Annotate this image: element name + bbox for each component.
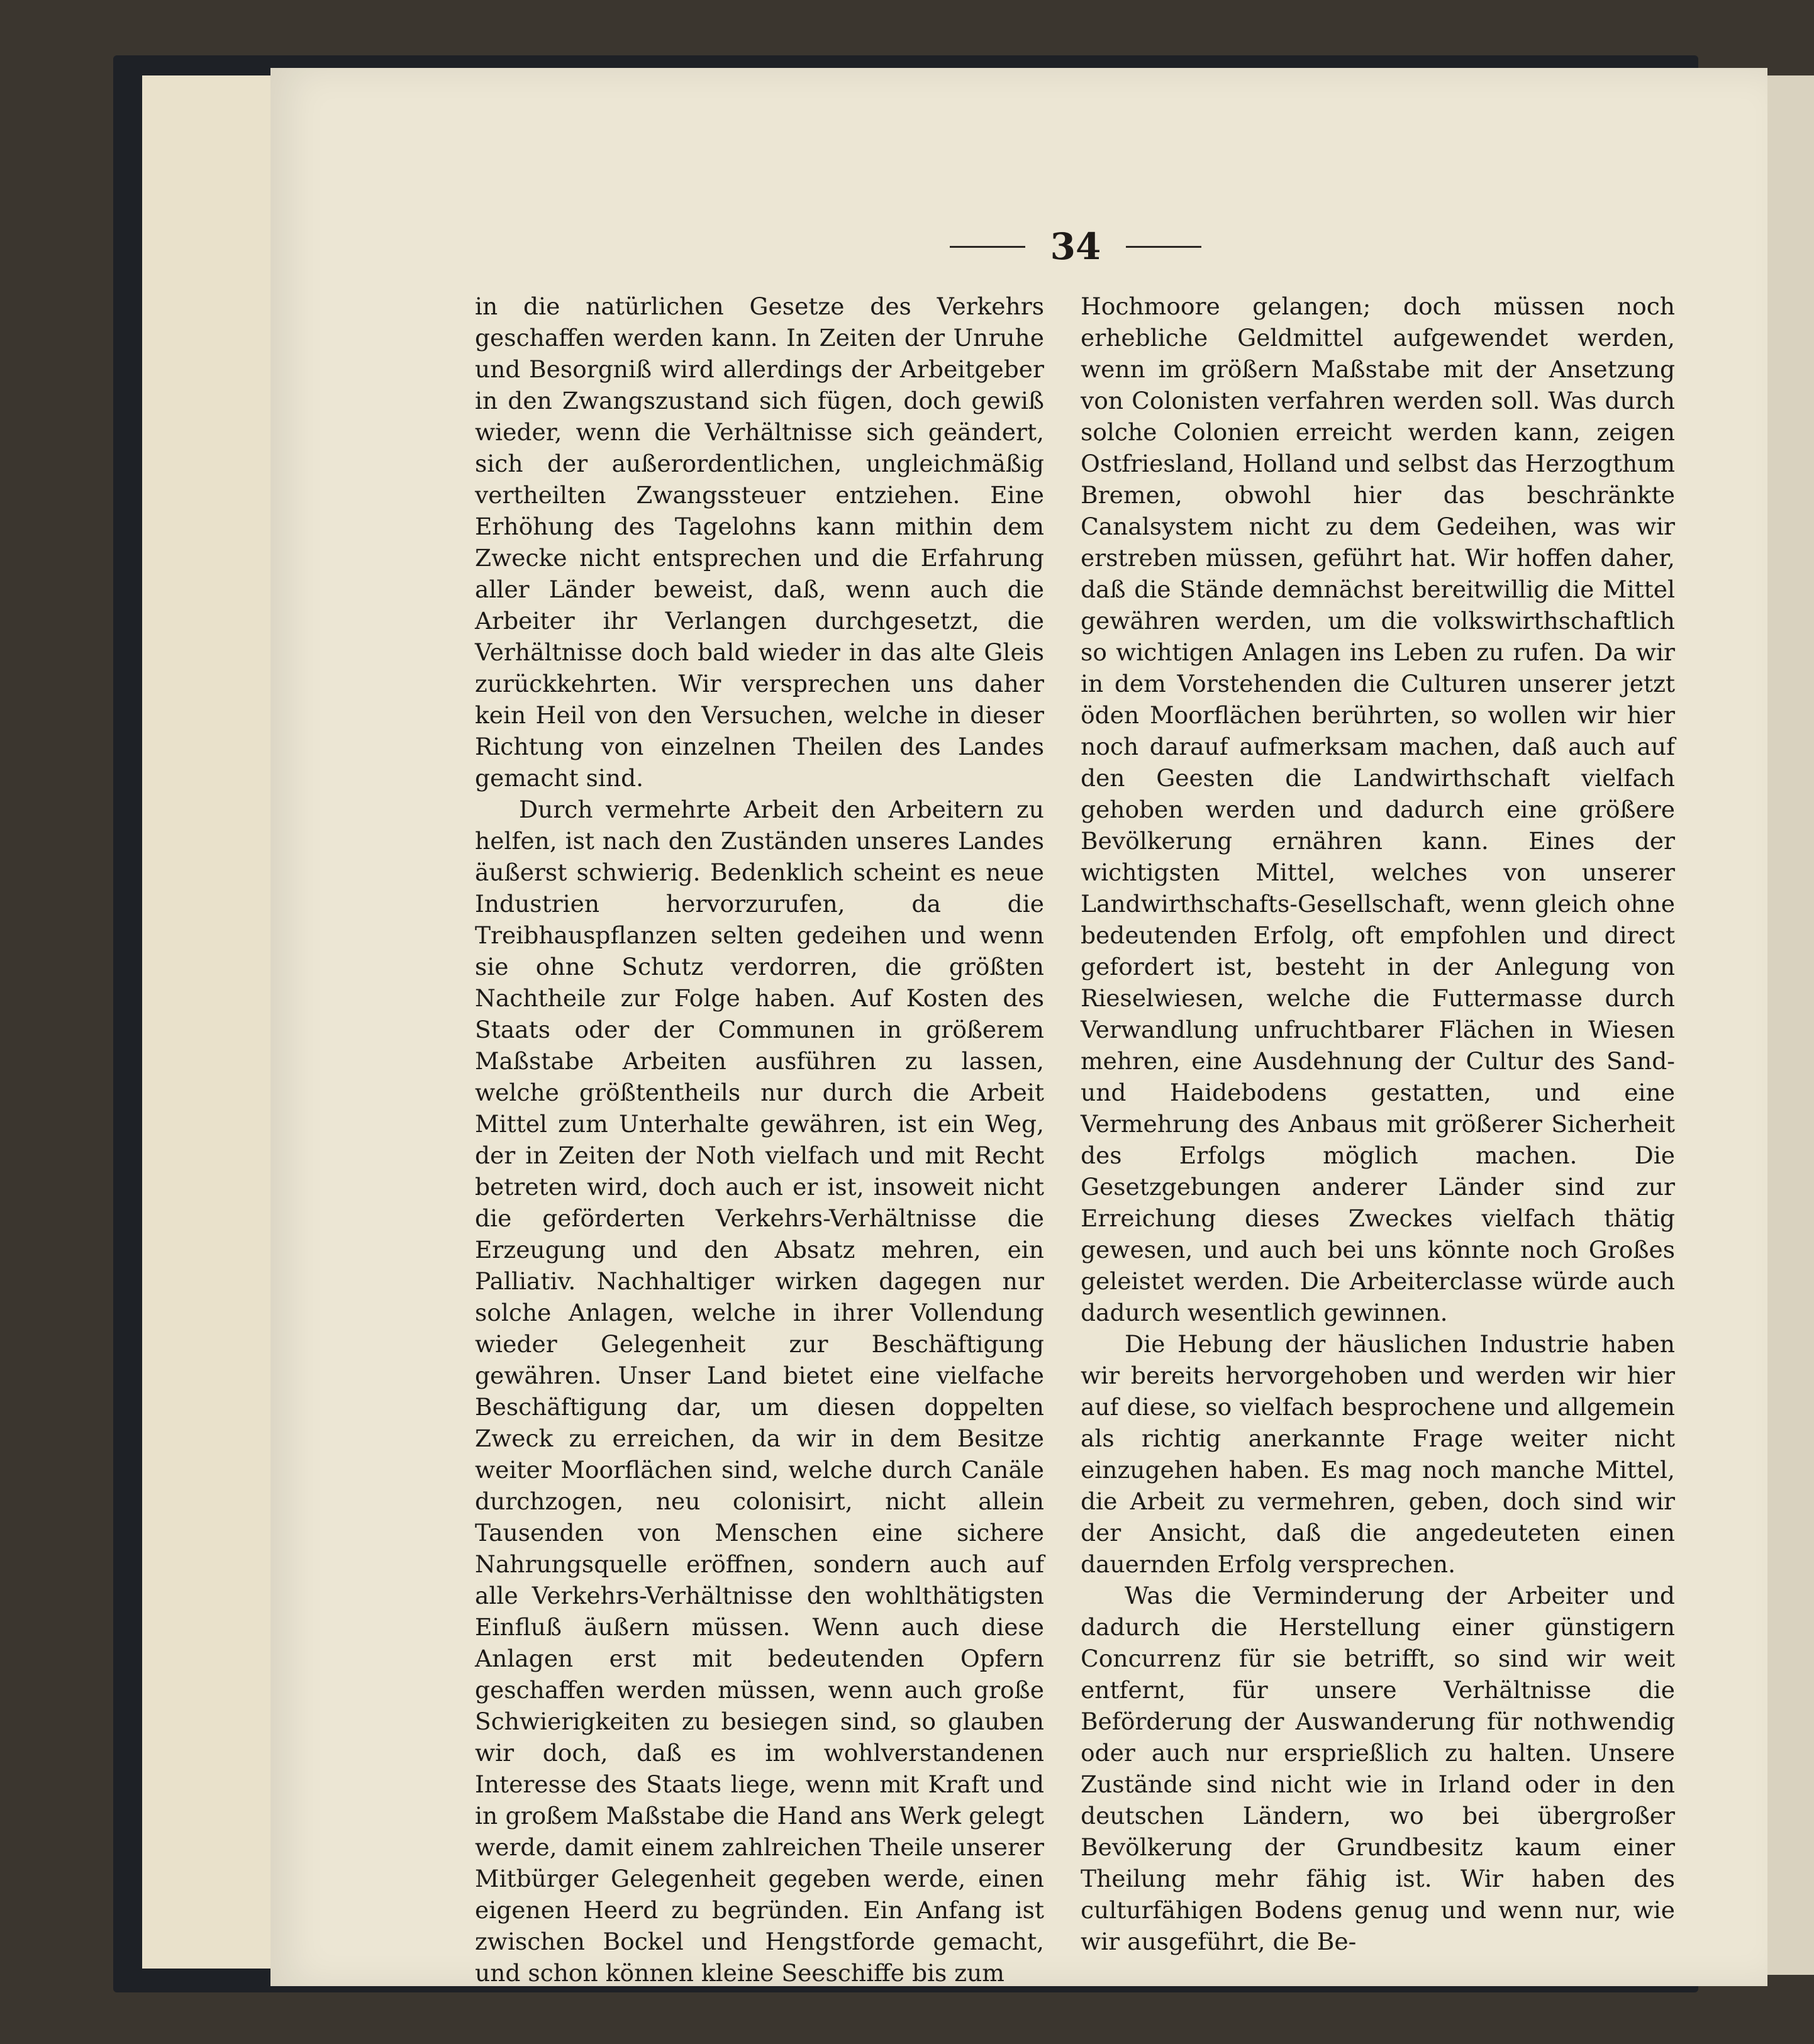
paragraph: Hochmoore gelangen; doch müssen noch erhebliche Geldmittel aufgewendet werden, wenn im größern Maßstabe mit der Ansetzung von Colonisten verfahren werden soll. Was durch solche Colonien erreicht werden kann, zeigen Ostfriesland, Holland und selbst das Herzogthum Bremen, obwohl hier das beschränkte Canalsystem nicht zu dem Gedeihen, was wir erstreben müssen, geführt hat. Wir hoffen daher, daß die Stände demnächst bereitwillig die Mittel gewähren werden, um die volkswirthschaftlich so wichtigen Anlagen ins Leben zu rufen. Da wir in dem Vorstehenden die Culturen unserer jetzt öden Moorflächen berührten, so wollen wir hier noch darauf aufmerksam machen, daß auch auf den Geesten die Landwirthschaft vielfach gehoben werden und dadurch eine größere Bevölkerung ernähren kann. Eines der wichtigsten Mittel, welches von unserer Landwirthschafts-Gesellschaft, wenn gleich ohne bedeutenden Erfolg, oft empfohlen und direct gefordert ist, besteht in der Anlegung von Rieselwiesen, welche die Futtermasse durch Verwandlung unfruchtbarer Flächen in Wiesen mehren, eine Ausdehnung der Cultur des Sand- und Haidebodens gestatten, und eine Vermehrung des Anbaus mit größerer Sicherheit des Erfolgs möglich machen. Die Gesetzgebungen anderer Länder sind zur Erreichung dieses Zweckes vielfach thätig gewesen, und auch bei uns könnte noch Großes geleistet werden. Die Arbeiterclasse würde auch dadurch wesentlich gewinnen.: [1081, 292, 1675, 1326]
header-rule-right: [1126, 246, 1201, 248]
facing-page-edge: [1767, 75, 1814, 1975]
paragraph: in die natürlichen Gesetze des Verkehrs geschaffen werden kann. In Zeiten der Unruhe und Besorgniß wird allerdings der Arbeitgeber in den Zwangszustand sich fügen, doch gewiß wieder, wenn die Verhältnisse sich geändert, sich der außerordentlichen, ungleichmäßig vertheilten Zwangssteuer entziehen. Eine Erhöhung des Tagelohns kann mithin dem Zwecke nicht entsprechen und die Erfahrung aller Länder beweist, daß, wenn auch die Arbeiter ihr Verlangen durchgesetzt, die Verhältnisse doch bald wieder in das alte Gleis zurückkehrten. Wir versprechen uns daher kein Heil von den Versuchen, welche in dieser Richtung von einzelnen Theilen des Landes gemacht sind.: [475, 292, 1044, 792]
paragraph: Was die Verminderung der Arbeiter und dadurch die Herstellung einer günstigern Concurrenz für sie betrifft, so sind wir weit entfernt, für unsere Verhältnisse die Beförderung der Auswanderung für nothwendig oder auch nur ersprießlich zu halten. Unsere Zustände sind nicht wie in Irland oder in den deutschen Ländern, wo bei übergroßer Bevölkerung der Grundbesitz kaum einer Theilung mehr fähig ist. Wir haben des culturfähigen Bodens genug und wenn nur, wie wir ausgeführt, die Be-: [1081, 1582, 1675, 1955]
paragraph: Die Hebung der häuslichen Industrie haben wir bereits hervorgehoben und werden wir hier auf diese, so vielfach besprochene und allgemein als richtig anerkannte Frage weiter nicht einzugehen haben. Es mag noch manche Mittel, die Arbeit zu vermehren, geben, doch sind wir der Ansicht, daß die angedeuteten einen dauernden Erfolg versprechen.: [1081, 1330, 1675, 1578]
page-number: 34: [1050, 225, 1101, 268]
paragraph: Durch vermehrte Arbeit den Arbeitern zu helfen, ist nach den Zuständen unseres Landes äußerst schwierig. Bedenklich scheint es neue Industrien hervorzurufen, da die Treibhauspflanzen selten gedeihen und wenn sie ohne Schutz verdorren, die größten Nachtheile zur Folge haben. Auf Kosten des Staats oder der Communen in größerem Maßstabe Arbeiten ausführen zu lassen, welche größtentheils nur durch die Arbeit Mittel zum Unterhalte gewähren, ist ein Weg, der in Zeiten der Noth vielfach und mit Recht betreten wird, doch auch er ist, insoweit nicht die geförderten Verkehrs-Verhältnisse die Erzeugung und den Absatz mehren, ein Palliativ. Nachhaltiger wirken dagegen nur solche Anlagen, welche in ihrer Vollendung wieder Gelegenheit zur Beschäftigung gewähren. Unser Land bietet eine vielfache Beschäftigung dar, um diesen doppelten Zweck zu erreichen, da wir in dem Besitze weiter Moorflächen sind, welche durch Canäle durchzogen, neu colonisirt, nicht allein Tausenden von Menschen eine sichere Nahrungsquelle eröffnen, sondern auch auf alle Verkehrs-Verhältnisse den wohlthätigsten Einfluß äußern müssen. Wenn auch diese Anlagen erst mit bedeutenden Opfern geschaffen werden müssen, wenn auch große Schwierigkeiten zu besiegen sind, so glauben wir doch, daß es im wohlverstandenen Interesse des Staats liege, wenn mit Kraft und in großem Maßstabe die Hand ans Werk gelegt werde, damit einem zahlreichen Theile unserer Mitbürger Gelegenheit gegeben werde, einen eigenen Heerd zu begründen. Ein Anfang ist zwischen Bockel und Hengstforde gemacht, und schon können kleine Seeschiffe bis zum: [475, 796, 1044, 1987]
left-column: [475, 291, 1044, 1989]
page-header: [912, 221, 1239, 272]
right-column: [1081, 291, 1675, 1957]
header-rule-left: [950, 246, 1025, 248]
